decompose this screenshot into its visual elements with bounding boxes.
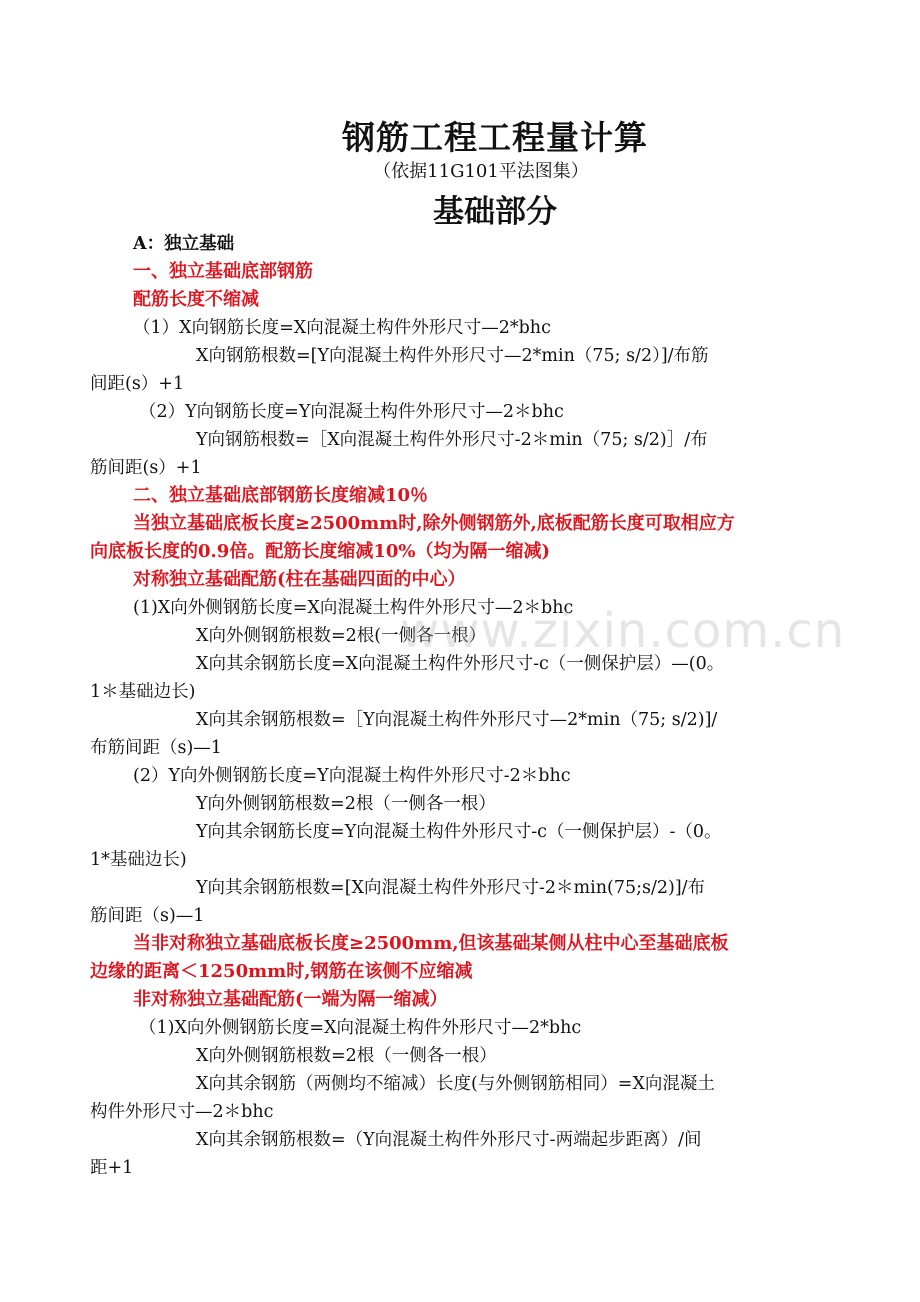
formula-line: 1＊基础边长) bbox=[90, 682, 196, 702]
red-heading: 配筋长度不缩减 bbox=[133, 289, 259, 310]
red-heading: 二、独立基础底部钢筋长度缩减10％ bbox=[133, 485, 429, 506]
formula-line: (1)X向外侧钢筋长度=X向混凝土构件外形尺寸—2＊bhc bbox=[133, 598, 574, 618]
formula-line: 构件外形尺寸—2＊bhc bbox=[90, 1102, 274, 1122]
formula-line: 筋间距（s)—1 bbox=[90, 906, 205, 926]
formula-line: X向外侧钢筋根数=2根(一侧各一根） bbox=[196, 626, 487, 646]
document-subtitle: （依据11G101平法图集） bbox=[373, 161, 589, 182]
formula-line: 1*基础边长) bbox=[90, 850, 187, 870]
formula-line: X向其余钢筋根数=（Y向混凝土构件外形尺寸-两端起步距离）/间 bbox=[196, 1130, 702, 1150]
formula-line: Y向钢筋根数=［X向混凝土构件外形尺寸-2＊min（75; s/2)］/布 bbox=[196, 430, 708, 450]
formula-line: Y向其余钢筋根数=[X向混凝土构件外形尺寸-2＊min(75;s/2)]/布 bbox=[196, 878, 706, 898]
formula-line: （1)X向外侧钢筋长度=X向混凝土构件外形尺寸—2*bhc bbox=[139, 1018, 582, 1038]
formula-line: （1）X向钢筋长度=X向混凝土构件外形尺寸—2*bhc bbox=[133, 318, 551, 338]
section-heading: 基础部分 bbox=[433, 194, 557, 230]
formula-line: (2）Y向外侧钢筋长度=Y向混凝土构件外形尺寸-2＊bhc bbox=[133, 766, 571, 786]
formula-line: 布筋间距（s)—1 bbox=[90, 738, 222, 758]
formula-line: （2）Y向钢筋长度=Y向混凝土构件外形尺寸—2＊bhc bbox=[139, 402, 564, 422]
red-paragraph: 边缘的距离＜1250mm时,钢筋在该侧不应缩减 bbox=[90, 961, 473, 982]
red-paragraph: 当非对称独立基础底板长度≥2500mm,但该基础某侧从柱中心至基础底板 bbox=[133, 933, 729, 954]
formula-line: 间距(s）+1 bbox=[90, 374, 185, 394]
formula-line: 距+1 bbox=[90, 1158, 134, 1178]
red-heading: 非对称独立基础配筋(一端为隔一缩减） bbox=[133, 989, 448, 1010]
subsection-heading: A：独立基础 bbox=[133, 234, 235, 254]
watermark: www.zixin.com.cn bbox=[400, 603, 846, 659]
formula-line: Y向外侧钢筋根数=2根（一侧各一根） bbox=[196, 794, 496, 814]
document-title: 钢筋工程工程量计算 bbox=[342, 118, 648, 157]
formula-line: X向外侧钢筋根数=2根（一侧各一根） bbox=[196, 1046, 497, 1066]
formula-line: X向其余钢筋根数=［Y向混凝土构件外形尺寸—2*min（75; s/2)]/ bbox=[196, 710, 718, 730]
red-paragraph: 向底板长度的0.9倍。配筋长度缩减10%（均为隔一缩减) bbox=[90, 541, 550, 562]
red-heading: 对称独立基础配筋(柱在基础四面的中心） bbox=[133, 569, 466, 590]
formula-line: 筋间距(s）+1 bbox=[90, 458, 202, 478]
formula-line: X向其余钢筋（两侧均不缩减）长度(与外侧钢筋相同）=X向混凝土 bbox=[196, 1074, 715, 1094]
red-heading: 一、独立基础底部钢筋 bbox=[133, 261, 313, 282]
formula-line: Y向其余钢筋长度=Y向混凝土构件外形尺寸-c（一侧保护层）-（0。 bbox=[196, 822, 722, 842]
red-paragraph: 当独立基础底板长度≥2500mm时,除外侧钢筋外,底板配筋长度可取相应方 bbox=[133, 513, 735, 534]
formula-line: X向钢筋根数=[Y向混凝土构件外形尺寸—2*min（75; s/2）]/布筋 bbox=[196, 346, 709, 366]
formula-line: X向其余钢筋长度=X向混凝土构件外形尺寸-c（一侧保护层）—(0。 bbox=[196, 654, 725, 674]
